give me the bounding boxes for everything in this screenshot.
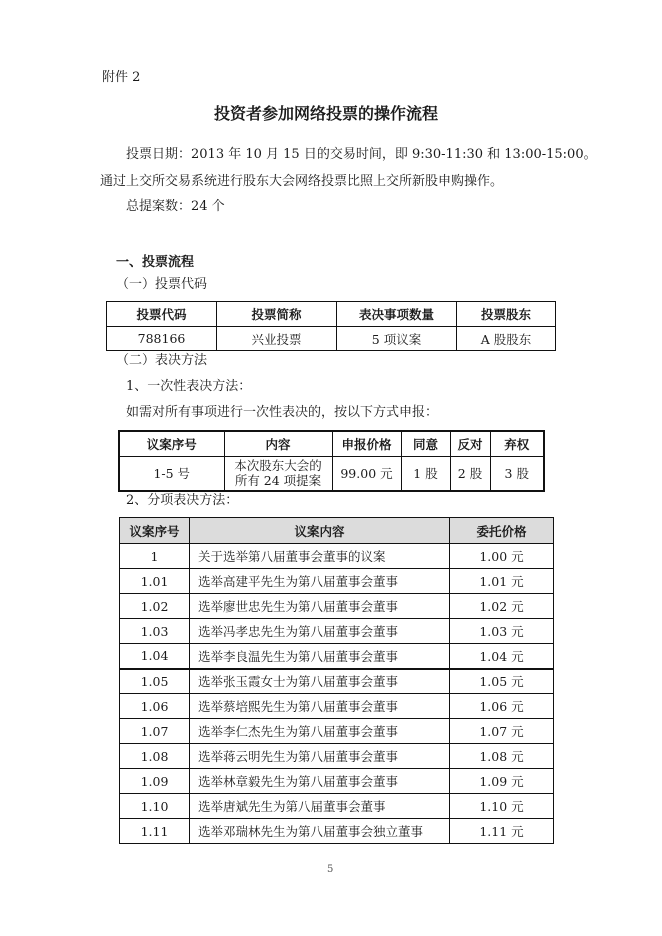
proposal-price: 1.08 元 [450,744,554,769]
proposal-number: 1.05 [120,669,190,694]
header-cell: 投票代码 [107,302,217,327]
table-row [119,456,544,491]
table-row [120,594,554,619]
table-header-row [120,518,554,544]
proposal-number: 1.03 [120,619,190,644]
table-row [120,644,554,669]
proposal-price: 1.05 元 [450,669,554,694]
intro-line-1: 投票日期：2013 年 10 月 15 日的交易时间，即 9:30-11:30 和 13:00-15:00。 [126,147,597,162]
oppose-shares: 2 股 [450,456,490,491]
proposal-price: 1.09 元 [450,769,554,794]
section-heading: 一、投票流程 [116,255,195,270]
page-number: 5 [327,864,334,875]
proposal-content: 选举邓瑞林先生为第八届董事会独立董事 [190,819,450,844]
header-cell: 同意 [401,431,450,456]
proposal-content: 选举李良温先生为第八届董事会董事 [190,644,450,669]
declared-price: 99.00 元 [332,456,401,491]
proposal-content: 选举廖世忠先生为第八届董事会董事 [190,594,450,619]
table-row [107,327,556,351]
proposal-price: 1.04 元 [450,644,554,669]
proposal-content: 选举唐斌先生为第八届董事会董事 [190,794,450,819]
proposal-price: 1.03 元 [450,619,554,644]
proposal-range: 1-5 号 [119,456,224,491]
proposal-price: 1.01 元 [450,569,554,594]
proposal-price: 1.11 元 [450,819,554,844]
total-proposals: 总提案数：24 个 [126,199,225,214]
table-row [120,744,554,769]
intro-line-2: 通过上交所交易系统进行股东大会网络投票比照上交所新股申购操作。 [100,174,504,189]
proposal-number: 1.01 [120,569,190,594]
proposal-content: 选举高建平先生为第八届董事会董事 [190,569,450,594]
vote-code: 788166 [107,327,217,351]
subheading-vote-method: （二）表决方法 [116,353,208,368]
header-cell: 议案序号 [119,431,224,456]
header-cell: 内容 [224,431,332,456]
table-row [120,544,554,569]
proposal-content: 选举冯孝忠先生为第八届董事会董事 [190,619,450,644]
proposal-price: 1.02 元 [450,594,554,619]
table-row [120,669,554,694]
proposal-number: 1.04 [120,644,190,669]
table-row [120,619,554,644]
proposal-price: 1.00 元 [450,544,554,569]
method2-label: 2、分项表决方法： [126,493,239,508]
proposal-content: 选举蒋云明先生为第八届董事会董事 [190,744,450,769]
header-cell: 投票股东 [457,302,556,327]
proposal-price: 1.06 元 [450,694,554,719]
proposal-price: 1.07 元 [450,719,554,744]
proposal-number: 1.07 [120,719,190,744]
table-header-row [107,302,556,327]
item-count: 5 项议案 [337,327,457,351]
proposal-content: 选举林章毅先生为第八届董事会董事 [190,769,450,794]
proposal-content: 选举李仁杰先生为第八届董事会董事 [190,719,450,744]
proposal-content: 本次股东大会的所有 24 项提案 [224,456,332,491]
table-row [120,794,554,819]
proposal-number: 1.08 [120,744,190,769]
proposal-price: 1.10 元 [450,794,554,819]
header-cell: 弃权 [490,431,544,456]
vote-code-table [106,301,556,351]
method1-desc: 如需对所有事项进行一次性表决的，按以下方式申报： [126,405,439,420]
header-cell: 委托价格 [450,518,554,544]
proposal-number: 1 [120,544,190,569]
table-header-row [119,431,544,456]
shareholder-type: A 股股东 [457,327,556,351]
table-row [120,719,554,744]
table-row [120,769,554,794]
proposal-number: 1.10 [120,794,190,819]
abstain-shares: 3 股 [490,456,544,491]
agree-shares: 1 股 [401,456,450,491]
header-cell: 表决事项数量 [337,302,457,327]
table-row [120,694,554,719]
header-cell: 申报价格 [332,431,401,456]
bulk-vote-table [118,430,545,492]
item-vote-table [119,517,554,844]
header-cell: 反对 [450,431,490,456]
proposal-number: 1.06 [120,694,190,719]
header-cell: 投票简称 [217,302,337,327]
proposal-number: 1.02 [120,594,190,619]
vote-short-name: 兴业投票 [217,327,337,351]
attachment-label: 附件 2 [102,70,141,85]
proposal-number: 1.11 [120,819,190,844]
proposal-content: 选举张玉霞女士为第八届董事会董事 [190,669,450,694]
page-title: 投资者参加网络投票的操作流程 [214,104,439,123]
method1-label: 1、一次性表决方法： [126,379,252,394]
proposal-number: 1.09 [120,769,190,794]
proposal-content: 关于选举第八届董事会董事的议案 [190,544,450,569]
table-row [120,819,554,844]
header-cell: 议案序号 [120,518,190,544]
header-cell: 议案内容 [190,518,450,544]
table-row [120,569,554,594]
subheading-vote-code: （一）投票代码 [116,277,208,292]
proposal-content: 选举蔡培熙先生为第八届董事会董事 [190,694,450,719]
